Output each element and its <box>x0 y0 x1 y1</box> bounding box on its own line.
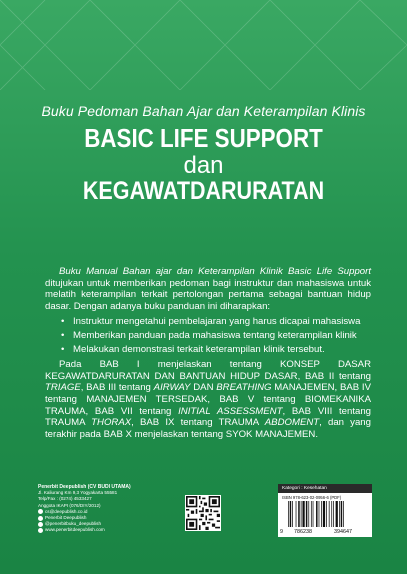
publisher-member: Anggota IKAPI (076/DIY/2012) <box>38 502 101 508</box>
isbn-text: ISBN 978-623-02-0956-6 (PDF) <box>282 495 342 500</box>
blurb-paragraph-2-run: TRIAGE <box>45 382 81 394</box>
barcode-bar <box>339 501 340 527</box>
barcode-bar <box>329 501 330 527</box>
barcode-bar <box>326 501 327 527</box>
barcode-bar <box>336 501 338 527</box>
barcode-bar <box>288 501 289 527</box>
publisher-web-row: www.penerbitdeepublish.com <box>38 527 170 533</box>
barcode-label <box>278 484 372 537</box>
publisher-info <box>38 484 170 534</box>
barcode-bar <box>321 501 322 527</box>
barcode-bar <box>333 501 334 527</box>
blurb-paragraph-2-run: , BAB IX tentang TRAUMA <box>131 417 265 429</box>
blurb-paragraph-2-run: , BAB VIII tentang TRAUMA <box>45 405 372 429</box>
publisher-address: Jl. Kaliurang Km 9,3 Yogyakarta 55581 <box>38 490 118 496</box>
blurb-paragraph-2-run: THORAX <box>91 417 132 429</box>
blurb <box>45 266 371 440</box>
barcode-bar <box>306 501 308 527</box>
qr-code <box>185 495 221 531</box>
blurb-paragraph-1 <box>45 266 371 312</box>
barcode-bar <box>319 501 320 527</box>
blurb-bullet-list <box>45 316 371 355</box>
instagram-icon <box>38 522 43 527</box>
blurb-bullet: • Instruktur mengetahui pembelajaran yang harus dicapai mahasiswa <box>61 316 361 328</box>
bullet-dot-icon: • <box>61 316 65 328</box>
barcode-bar <box>311 501 312 527</box>
blurb-paragraph-2-run: , dan yang terakhir pada BAB X menjelaskan tentang SYOK MANAJEMEN. <box>45 417 371 440</box>
blurb-paragraph-2-run: MANAJEMEN, BAB IV tentang MANAJEMEN TERSEDAK, BAB V tentang BIOMEKANIKA TRAUMA, BAB VII tentang <box>45 382 371 417</box>
barcode-bar <box>298 501 300 527</box>
bullet-dot-icon: • <box>61 329 65 341</box>
barcode-bar <box>308 501 309 527</box>
barcode-digit-lead: 9 <box>280 529 283 535</box>
bullet-dot-icon: • <box>61 343 65 355</box>
barcode-bar <box>296 501 297 527</box>
blurb-paragraph-2-run: , BAB III tentang <box>80 382 154 394</box>
barcode-bar <box>316 501 318 527</box>
blurb-bullet: • Memberikan panduan pada mahasiswa tentang keterampilan klinik <box>61 329 357 341</box>
barcode-bar <box>290 501 292 527</box>
email-icon <box>38 509 43 514</box>
barcode-bar <box>323 501 325 527</box>
publisher-phone: Telp/Fax : (0274) 4533427 <box>38 496 92 502</box>
diamond-pattern <box>0 0 407 90</box>
publisher-email-row: cs@deepublish.co.id <box>38 509 170 515</box>
book-title-line2: dan <box>183 152 224 179</box>
barcode-bar <box>301 501 302 527</box>
barcode-bar <box>341 501 343 527</box>
blurb-paragraph-2-run: DAN <box>190 382 217 394</box>
barcode-digits-right: 394647 <box>334 529 352 535</box>
publisher-name: Penerbit Deepublish (CV BUDI UTAMA) <box>38 484 131 490</box>
facebook-icon <box>38 516 43 521</box>
blurb-paragraph-2-run: AIRWAY <box>153 382 191 394</box>
globe-icon <box>38 528 43 533</box>
qr-code-icon <box>186 496 220 530</box>
barcode-bar <box>313 501 314 527</box>
book-title-line1: BASIC LIFE SUPPORT <box>84 123 323 153</box>
publisher-facebook-row: Penerbit Deepublish <box>38 515 170 521</box>
blurb-paragraph-2-run: INITIAL ASSESSMENT <box>178 405 283 417</box>
book-subtitle: Buku Pedoman Bahan Ajar dan Keterampilan Klinis <box>41 103 366 119</box>
blurb-paragraph-1-rest: ditujukan untuk memberikan pedoman bagi instruktur dan mahasiswa untuk melatih keterampilan terkait pertolongan pertama sebagai bantuan hidup dasar. Dengan adanya buku panduan ini diharapkan: <box>45 277 371 312</box>
blurb-paragraph-2 <box>45 359 371 440</box>
barcode-bar <box>343 501 344 527</box>
blurb-paragraph-2-run: Pada BAB I menjelaskan tentang KONSEP DASAR KEGAWATDARURATAN DAN BANTUAN HIDUP DASAR, BAB II tentang <box>45 359 371 382</box>
barcode-bar <box>292 501 293 527</box>
barcode-digits-left: 786238 <box>294 529 312 535</box>
barcode-icon <box>286 501 366 529</box>
blurb-bullet: • Melakukan demonstrasi terkait keterampilan klinik tersebut. <box>61 343 325 355</box>
category-label: Kategori : Kesehatan <box>278 484 372 493</box>
publisher-instagram-row: @penerbitbuku_deepublish <box>38 521 170 527</box>
blurb-paragraph-2-run: ABDOMENT <box>264 417 320 429</box>
blurb-italic-lead: Buku Manual Bahan ajar dan Keterampilan Klinik Basic Life Support <box>59 266 371 277</box>
barcode-bar <box>331 501 332 527</box>
blurb-paragraph-2-run: BREATHING <box>216 382 272 394</box>
book-title-line3: KEGAWATDARURATAN <box>82 177 325 205</box>
barcode-bar <box>302 501 304 527</box>
